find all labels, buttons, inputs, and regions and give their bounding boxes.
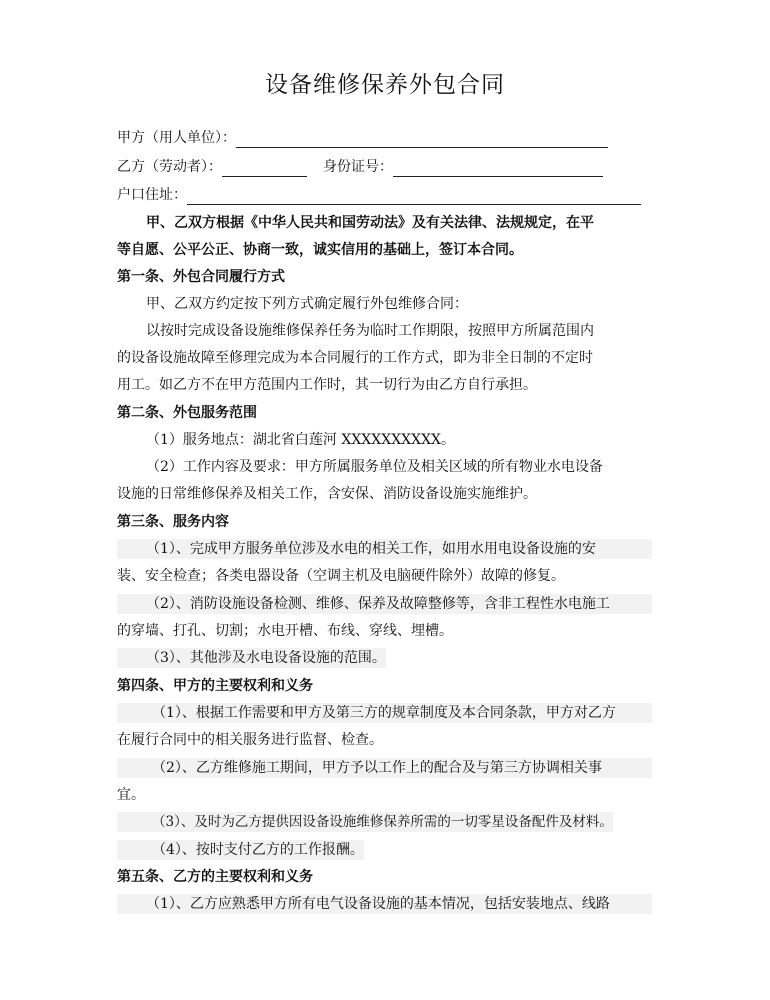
article-4-heading: 第四条、甲方的主要权利和义务 xyxy=(117,678,313,694)
paragraph-line: （1）服务地点：湖北省白莲河 XXXXXXXXXX。 xyxy=(146,432,456,448)
paragraph-line: 设施的日常维修保养及相关工作，含安保、消防设备设施实施维护。 xyxy=(117,486,537,502)
article-5-heading: 第五条、乙方的主要权利和义务 xyxy=(117,869,313,885)
id-number-blank[interactable] xyxy=(393,160,603,177)
address-label: 户口住址： xyxy=(117,187,187,203)
preamble-line: 甲、乙双方根据《中华人民共和国劳动法》及有关法律、法规规定，在平 xyxy=(146,215,594,231)
paragraph-line: 甲、乙双方约定按下列方式确定履行外包维修合同： xyxy=(146,296,468,312)
paragraph-line: （3）、其他涉及水电设备设施的范围。 xyxy=(117,648,386,668)
article-1-heading: 第一条、外包合同履行方式 xyxy=(117,269,285,285)
paragraph-line: （1）、完成甲方服务单位涉及水电的相关工作，如用水用电设备设施的安 xyxy=(117,539,652,559)
paragraph-line: 的穿墙、打孔、切割；水电开槽、布线、穿线、埋槽。 xyxy=(117,623,453,639)
party-a-label: 甲方（用人单位）： xyxy=(117,130,236,146)
document-title: 设备维修保养外包合同 xyxy=(265,72,505,98)
preamble-line: 等自愿、公平公正、协商一致，诚实信用的基础上，签订本合同。 xyxy=(117,242,523,258)
paragraph-line: （4）、按时支付乙方的工作报酬。 xyxy=(117,840,364,860)
paragraph-line: （1）、乙方应熟悉甲方所有电气设备设施的基本情况，包括安装地点、线路 xyxy=(117,894,652,914)
article-2-heading: 第二条、外包服务范围 xyxy=(117,405,257,421)
address-blank[interactable] xyxy=(187,188,641,205)
party-a-blank[interactable] xyxy=(236,131,608,148)
paragraph-line: （1）、根据工作需要和甲方及第三方的规章制度及本合同条款，甲方对乙方 xyxy=(117,703,652,723)
id-number-label: 身份证号： xyxy=(323,159,393,175)
paragraph-line: 以按时完成设备设施维修保养任务为临时工作期限，按照甲方所属范围内 xyxy=(146,323,594,339)
address-field xyxy=(117,185,641,205)
paragraph-line: （2）工作内容及要求：甲方所属服务单位及相关区域的所有物业水电设备 xyxy=(146,459,603,475)
party-a-field xyxy=(117,128,608,148)
paragraph-line: 装、安全检查；各类电器设备（空调主机及电脑硬件除外）故障的修复。 xyxy=(117,568,565,584)
article-3-heading: 第三条、服务内容 xyxy=(117,514,229,530)
paragraph-line: 的设备设施故障至修理完成为本合同履行的工作方式，即为非全日制的不定时 xyxy=(117,350,593,366)
paragraph-line: 宜。 xyxy=(117,787,145,803)
party-b-blank[interactable] xyxy=(222,160,307,177)
party-b-field xyxy=(117,157,603,177)
paragraph-line: 在履行合同中的相关服务进行监督、检查。 xyxy=(117,732,383,748)
paragraph-line: （2）、乙方维修施工期间，甲方予以工作上的配合及与第三方协调相关事 xyxy=(117,758,652,778)
paragraph-line: （2）、消防设施设备检测、维修、保养及故障整修等，含非工程性水电施工 xyxy=(117,594,652,614)
paragraph-line: （3）、及时为乙方提供因设备设施维修保养所需的一切零星设备配件及材料。 xyxy=(117,812,613,832)
paragraph-line: 用工。如乙方不在甲方范围内工作时，其一切行为由乙方自行承担。 xyxy=(117,377,537,393)
party-b-label: 乙方（劳动者）： xyxy=(117,159,222,175)
